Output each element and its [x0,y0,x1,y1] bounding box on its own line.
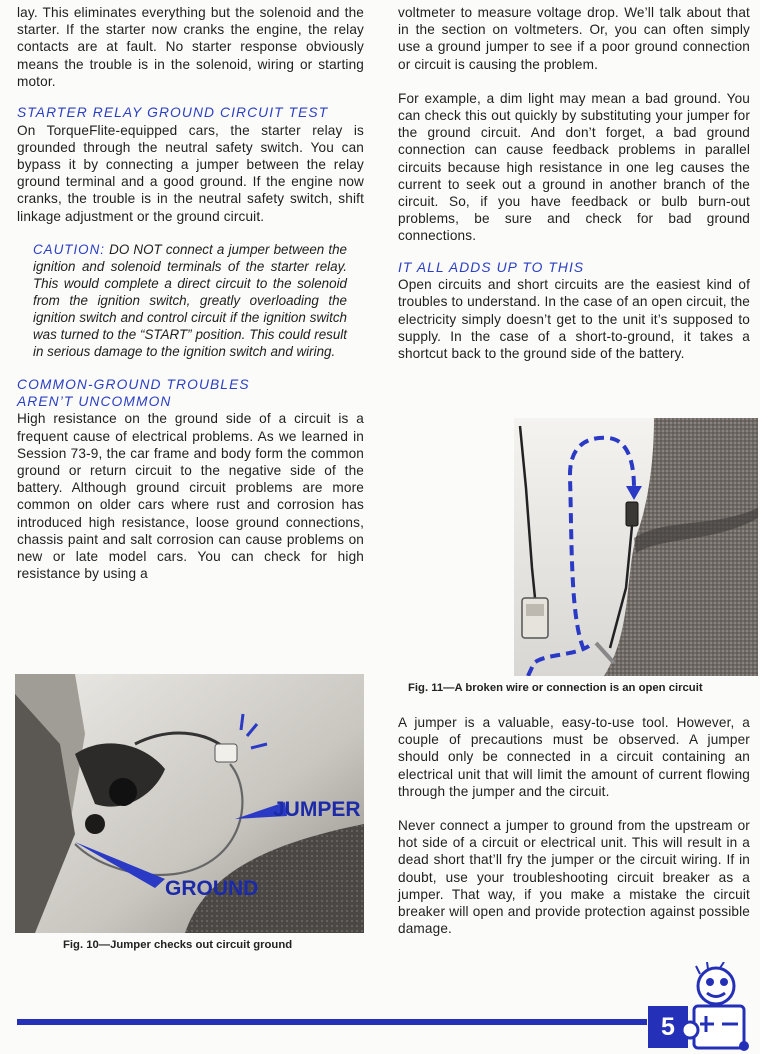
label-ground: GROUND [165,877,259,900]
caution-note [33,241,347,361]
open-circuit-illustration [514,418,758,676]
right-column-lower [398,714,750,937]
figure-10-photo [15,674,364,933]
jumper-ground-illustration [15,674,364,933]
left-column [17,4,364,582]
label-jumper: JUMPER [273,798,361,821]
figure-10-caption: Fig. 10—Jumper checks out circuit ground [63,939,293,951]
mascot-icon [680,962,758,1052]
heading-common-ground-line2: AREN’T UNCOMMON [17,393,172,409]
connector-right [626,502,638,526]
left-paragraph-2: On TorqueFlite-equipped cars, the starter relay is grounded through the neutral safety switch. You can bypass it by connecting a jumper between the relay ground terminal and a good ground. If the engine now cranks, the trouble is in the neutral safety switch, shift linkage adjustment or the ground circuit. [17,122,364,224]
right-column-upper [398,4,750,362]
heading-common-ground [17,377,364,410]
jumper-clip [215,744,237,762]
left-paragraph-3: High resistance on the ground side of a circuit is a frequent cause of electrical problems. As we learned in Session 73-9, the car frame and body form the common ground or return circuit to the negative side of the battery. Although ground circuit problems are more common on older cars where rust and corrosion has introduced high resistance, loose ground connections, chassis paint and salt corrosion can cause problems on new or late model cars. You can check for high resistance by using a [17,411,364,582]
right-paragraph-4: A jumper is a valuable, easy-to-use tool. However, a couple of precautions must be observed. A jumper should only be connected in a circuit containing an electrical unit that will limit the amount of current flowing through the jumper and the circuit. [398,715,750,799]
right-paragraph-5: Never connect a jumper to ground from the upstream or hot side of a circuit or electrical unit. This will result in a dead short that’ll fry the jumper or the circuit wiring. If in doubt, use your troubleshooting circuit breaker as a jumper. That way, if you make a mistake the circuit breaker will open and provide protection against possible damage. [398,818,750,937]
right-paragraph-3: Open circuits and short circuits are the easiest kind of troubles to understand. In the case of an open circuit, the electricity simply doesn’t get to the unit it’s supposed to supply. In the case of a short-to-ground, it takes a shortcut back to the ground side of the battery. [398,277,750,361]
heading-starter-relay-ground: STARTER RELAY GROUND CIRCUIT TEST [17,105,329,121]
figure-11-photo [514,418,758,676]
right-paragraph-1: voltmeter to measure voltage drop. We’ll talk about that in the section on voltmeters. Or, you can often simply use a ground jumper to see if a poor ground connection or circuit is causing the problem. [398,5,750,72]
footer-rule [17,1019,647,1025]
caution-label: CAUTION: [33,241,105,257]
page-number: 5 [648,1006,688,1048]
heading-it-all-adds-up: IT ALL ADDS UP TO THIS [398,259,585,275]
figure-11-caption: Fig. 11—A broken wire or connection is an open circuit [408,682,703,694]
caution-text: DO NOT connect a jumper between the ignition and solenoid terminals of the starter relay. This would complete a direct circuit to the solenoid from the ignition switch, greatly overloading the ignition switch and control circuit if the ignition switch was turned to the “START” position. This could result in serious damage to the ignition switch and wiring. [33,241,347,360]
heading-common-ground-line1: COMMON-GROUND TROUBLES [17,377,250,393]
right-paragraph-2: For example, a dim light may mean a bad ground. You can check this out quickly by substituting your jumper for the ground circuit. And don’t forget, a bad ground connection can cause feedback problems in parallel circuits because high resistance in one leg causes the current to seek out a ground in another branch of the circuit. So, if you have feedback or bulb burn-out problems, be sure and check for bad ground connections. [398,90,750,244]
left-paragraph-1: lay. This eliminates everything but the solenoid and the starter. If the starter now cranks the engine, the relay contacts are at fault. No starter response obviously means the trouble is in the solenoid, wiring or starting motor. [17,5,364,89]
